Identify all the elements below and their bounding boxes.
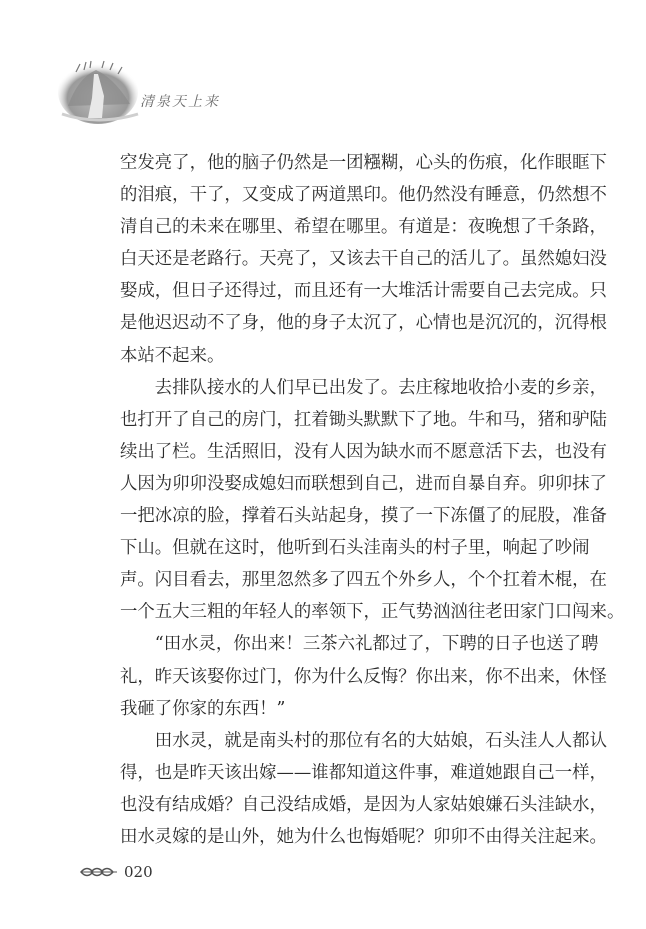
running-header — [58, 56, 258, 126]
text-line: 也打开了自己的房门，扛着锄头默默下了地。牛和马，猪和驴陆 — [120, 409, 607, 430]
text-line: 也没有结成婚？自己没结成婚，是因为人家姑娘嫌石头洼缺水， — [120, 794, 607, 815]
text-line: 礼，昨天该娶你过门，你为什么反悔？你出来，你不出来，休怪 — [120, 666, 607, 687]
text-line: 娶成，但日子还得过，而且还有一大堆活计需要自己去完成。只 — [120, 281, 607, 302]
paragraph — [120, 725, 607, 853]
page-number: 020 — [124, 863, 153, 881]
paragraph — [120, 147, 607, 372]
text-line: 声。闪目看去，那里忽然多了四五个外乡人，个个扛着木棍，在 — [120, 570, 607, 591]
text-line: 白天还是老路行。天亮了，又该去干自己的活儿了。虽然媳妇没 — [120, 249, 607, 270]
text-line: 去排队接水的人们早已出发了。去庄稼地收拾小麦的乡亲， — [154, 377, 607, 398]
paragraph — [120, 372, 625, 629]
text-line: 田水灵，就是南头村的那位有名的大姑娘，石头洼人人都认 — [154, 730, 607, 751]
text-line: 清自己的未来在哪里、希望在哪里。有道是：夜晚想了千条路， — [120, 217, 607, 238]
text-line: 一把冰凉的脸，撑着石头站起身，摸了一下冻僵了的屁股，准备 — [120, 506, 607, 527]
text-line: 我砸了你家的东西！” — [120, 698, 286, 719]
text-line: “田水灵，你出来！三茶六礼都过了，下聘的日子也送了聘 — [154, 634, 599, 655]
text-line: 是他迟迟动不了身，他的身子太沉了，心情也是沉沉的，沉得根 — [120, 313, 607, 334]
text-line: 得，也是昨天该出嫁——谁都知道这件事，难道她跟自己一样， — [120, 762, 607, 783]
mountain-path-illustration — [58, 56, 140, 126]
body-text — [120, 147, 625, 853]
text-line: 下山。但就在这时，他听到石头洼南头的村子里，响起了吵闹 — [120, 538, 590, 559]
text-line: 的泪痕，干了，又变成了两道黑印。他仍然没有睡意，仍然想不 — [120, 185, 607, 206]
text-line: 本站不起来。 — [120, 345, 225, 366]
page-footer — [80, 862, 153, 882]
text-line: 一个五大三粗的年轻人的率领下，正气势汹汹往老田家门口闯来。 — [120, 602, 625, 623]
running-title: 清泉天上来 — [140, 94, 220, 110]
leaf-ornament-icon — [80, 864, 118, 880]
text-line: 续出了栏。生活照旧，没有人因为缺水而不愿意活下去，也没有 — [120, 441, 607, 462]
text-line: 空发亮了，他的脑子仍然是一团糨糊，心头的伤痕，化作眼眶下 — [120, 153, 607, 173]
text-line: 田水灵嫁的是山外，她为什么也悔婚呢？卯卯不由得关注起来。 — [120, 826, 607, 847]
text-line: 人因为卯卯没娶成媳妇而联想到自己，进而自暴自弃。卯卯抹了 — [120, 473, 607, 494]
paragraph — [120, 628, 607, 724]
